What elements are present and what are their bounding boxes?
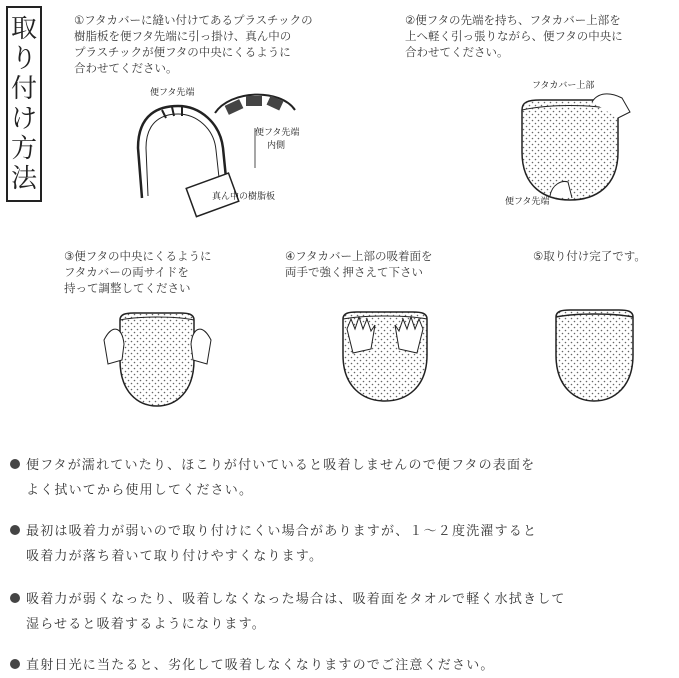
note-2-line-2: 吸着力が落ち着いて取り付けやすくなります。 [26,549,324,564]
note-1-line-2: よく拭いてから使用してください。 [26,483,254,498]
label-cover-top: フタカバー上部 [532,81,595,91]
note-2 [26,519,666,569]
bullet-icon [10,593,20,603]
bullet-icon [10,525,20,535]
bullet-icon [10,459,20,469]
note-1-line-1: 便フタが濡れていたり、ほこりが付いていると吸着しませんので便フタの表面を [26,458,536,473]
note-1 [26,453,666,503]
label-lid-tip: 便フタ先端 [150,88,195,98]
note-4-line-1: 直射日光に当たると、劣化して吸着しなくなりますのでご注意ください。 [26,658,495,673]
label-inner-side: 内側 [267,141,286,151]
step-4-text: ④フタカバー上部の吸着面を 両手で強く押さえて下さい [285,249,433,279]
step-5-illustration [552,305,637,405]
page-title: 取り付け方法 [10,14,37,194]
step-3-illustration [100,310,215,410]
step-2-text: ②便フタの先端を持ち、フタカバー上部を 上へ軽く引っ張りながら、便フタの中央に 合わせてください。 [405,13,623,59]
note-3-line-1: 吸着力が弱くなったり、吸着しなくなった場合は、吸着面をタオルで軽く水拭きして [26,592,566,607]
label-center-resin: 真ん中の樹脂板 [212,192,276,202]
step-1-text: ①フタカバーに縫い付けてあるプラスチックの 樹脂板を便フタ先端に引っ掛け、真ん中の プラスチックが便フタの中央にくるように 合わせてください。 [74,13,313,75]
step-2-illustration [510,92,640,212]
bullet-icon [10,659,20,669]
note-4 [26,653,666,678]
label-lid-tip-2: 便フタ先端 [505,197,550,207]
note-2-line-1: 最初は吸着力が弱いので取り付けにくい場合がありますが、１～２度洗濯すると [26,524,538,539]
title-box [6,6,42,202]
step-5-text: ⑤取り付け完了です。 [533,249,646,263]
step-4-illustration [335,305,435,405]
note-3-line-2: 湿らせると吸着するようになります。 [26,617,266,632]
label-lid-tip-inner: 便フタ先端 [255,128,300,138]
note-3 [26,587,666,637]
step-3-text: ③便フタの中央にくるように フタカバーの両サイドを 持って調整してください [64,249,212,295]
